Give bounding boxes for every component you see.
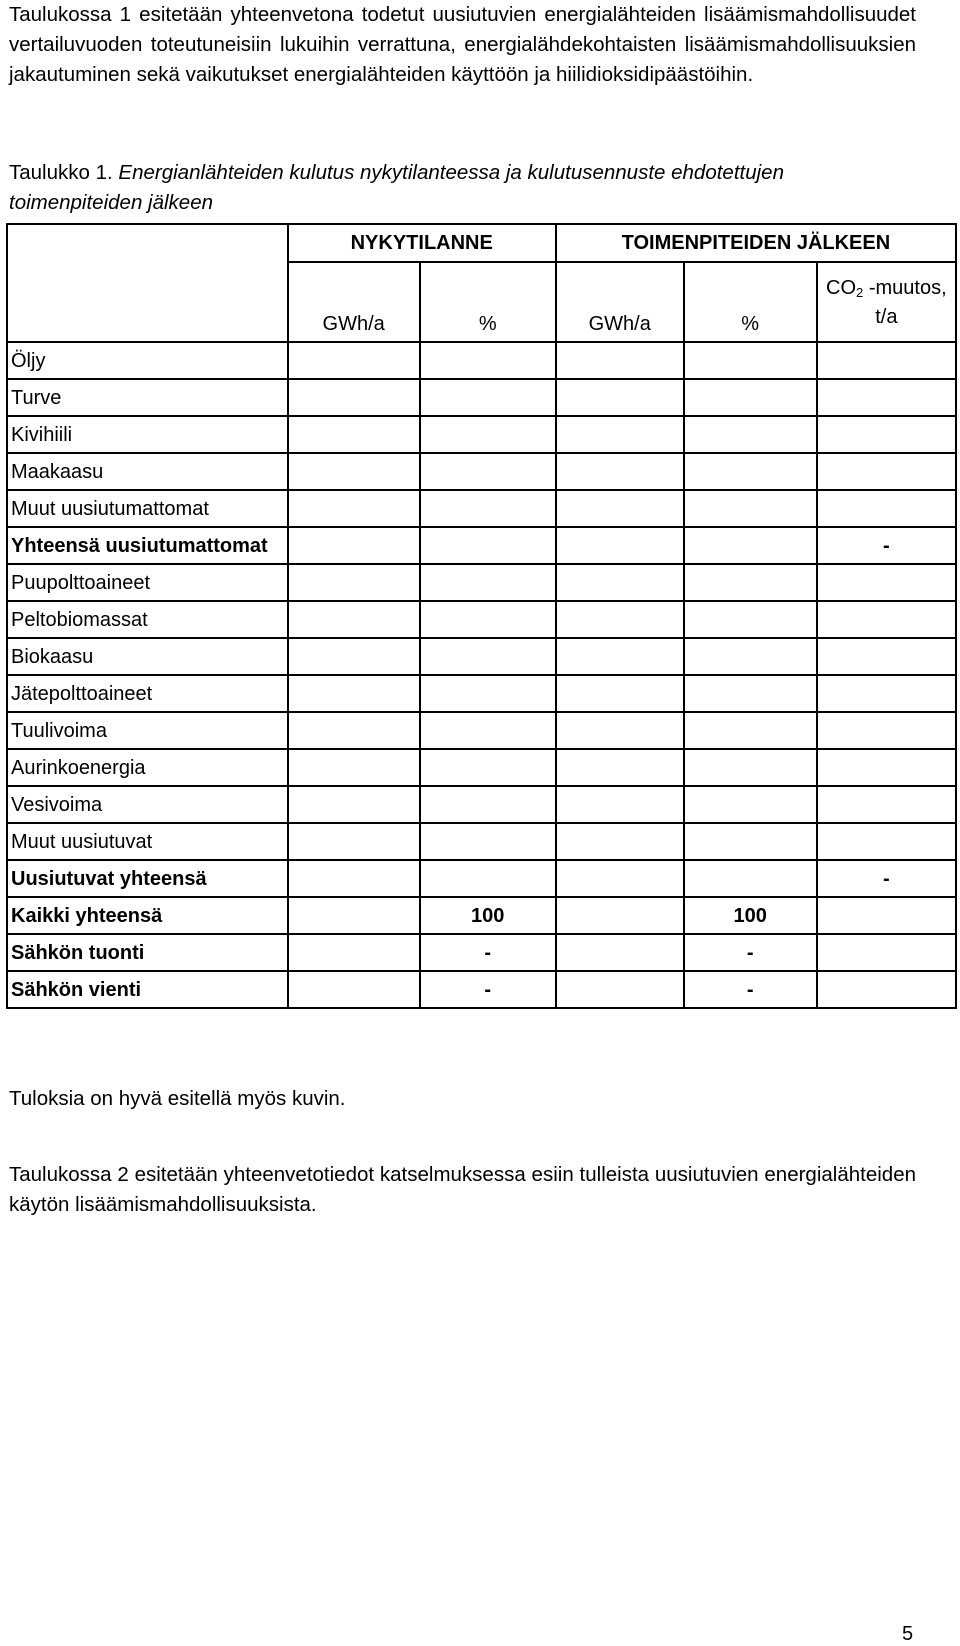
cell-co2-change	[817, 564, 956, 601]
cell-pct-after	[684, 379, 817, 416]
cell-co2-change	[817, 379, 956, 416]
cell-pct-after: -	[684, 934, 817, 971]
cell-gwh-after	[556, 342, 684, 379]
cell-gwh-after	[556, 860, 684, 897]
cell-gwh-after	[556, 934, 684, 971]
cell-pct-now	[420, 638, 556, 675]
row-label: Uusiutuvat yhteensä	[7, 860, 288, 897]
cell-gwh-now	[288, 823, 420, 860]
header-pct-now: %	[420, 262, 556, 342]
cell-pct-after	[684, 749, 817, 786]
table-row	[7, 638, 956, 675]
table-row	[7, 786, 956, 823]
cell-pct-now	[420, 379, 556, 416]
table-row	[7, 823, 956, 860]
row-label: Sähkön tuonti	[7, 934, 288, 971]
cell-gwh-now	[288, 342, 420, 379]
cell-pct-now	[420, 823, 556, 860]
cell-gwh-after	[556, 971, 684, 1008]
cell-co2-change	[817, 638, 956, 675]
intro-paragraph: Taulukossa 1 esitetään yhteenvetona todetut uusiutuvien energialähteiden lisäämismahdollisuudet vertailuvuoden toteutuneisiin lukuihin verrattuna, energialähdekohtaisten lisäämismahdollisuuksien jakautuminen sekä vaikutukset energialähteiden käyttöön ja hiilidioksidipäästöihin.	[9, 3, 916, 86]
cell-co2-change	[817, 342, 956, 379]
table-body	[7, 342, 956, 1008]
cell-pct-after	[684, 712, 817, 749]
table-row	[7, 342, 956, 379]
tail-paragraph-2: Taulukossa 2 esitetään yhteenvetotiedot katselmuksessa esiin tulleista uusiutuvien energialähteiden käytön lisäämismahdollisuuksista.	[9, 1163, 916, 1216]
cell-gwh-now	[288, 971, 420, 1008]
cell-pct-now: 100	[420, 897, 556, 934]
cell-gwh-after	[556, 823, 684, 860]
row-label: Peltobiomassat	[7, 601, 288, 638]
cell-gwh-after	[556, 601, 684, 638]
row-label: Turve	[7, 379, 288, 416]
cell-co2-change: -	[817, 860, 956, 897]
page-number: 5	[902, 1623, 914, 1645]
row-label: Kaikki yhteensä	[7, 897, 288, 934]
table-row	[7, 453, 956, 490]
cell-gwh-now	[288, 675, 420, 712]
cell-pct-now	[420, 564, 556, 601]
cell-co2-change	[817, 675, 956, 712]
cell-pct-now	[420, 453, 556, 490]
cell-co2-change	[817, 897, 956, 934]
row-label: Tuulivoima	[7, 712, 288, 749]
cell-gwh-now	[288, 786, 420, 823]
table-row	[7, 675, 956, 712]
table-row	[7, 712, 956, 749]
cell-gwh-now	[288, 601, 420, 638]
cell-pct-after	[684, 416, 817, 453]
cell-gwh-after	[556, 416, 684, 453]
table-row	[7, 416, 956, 453]
caption-title: Energianlähteiden kulutus nykytilanteessa ja kulutusennuste ehdotettujen toimenpiteiden jälkeen	[9, 161, 784, 214]
row-label: Maakaasu	[7, 453, 288, 490]
cell-gwh-after	[556, 638, 684, 675]
table-row	[7, 971, 956, 1008]
header-nykytilanne: NYKYTILANNE	[288, 224, 556, 262]
cell-gwh-now	[288, 749, 420, 786]
cell-gwh-now	[288, 934, 420, 971]
cell-pct-now	[420, 749, 556, 786]
table-row	[7, 379, 956, 416]
cell-gwh-now	[288, 527, 420, 564]
row-label: Sähkön vienti	[7, 971, 288, 1008]
cell-gwh-after	[556, 527, 684, 564]
cell-pct-now	[420, 342, 556, 379]
row-label: Puupolttoaineet	[7, 564, 288, 601]
table-row	[7, 860, 956, 897]
cell-gwh-now	[288, 897, 420, 934]
cell-pct-now	[420, 786, 556, 823]
row-label: Muut uusiutuvat	[7, 823, 288, 860]
cell-pct-now	[420, 675, 556, 712]
cell-gwh-now	[288, 860, 420, 897]
cell-gwh-now	[288, 379, 420, 416]
cell-gwh-after	[556, 490, 684, 527]
row-label: Muut uusiutumattomat	[7, 490, 288, 527]
tail-paragraph-1: Tuloksia on hyvä esitellä myös kuvin.	[9, 1087, 346, 1110]
table-row	[7, 897, 956, 934]
cell-pct-now	[420, 527, 556, 564]
header-empty-cell	[7, 262, 288, 342]
row-label: Vesivoima	[7, 786, 288, 823]
cell-pct-after	[684, 786, 817, 823]
cell-pct-now: -	[420, 971, 556, 1008]
cell-co2-change	[817, 934, 956, 971]
cell-gwh-after	[556, 564, 684, 601]
cell-co2-change	[817, 490, 956, 527]
cell-gwh-after	[556, 749, 684, 786]
cell-pct-now	[420, 490, 556, 527]
row-label: Jätepolttoaineet	[7, 675, 288, 712]
caption-label: Taulukko 1.	[9, 161, 119, 184]
row-label: Aurinkoenergia	[7, 749, 288, 786]
cell-pct-after	[684, 342, 817, 379]
cell-pct-after	[684, 527, 817, 564]
cell-pct-now	[420, 601, 556, 638]
cell-gwh-after	[556, 897, 684, 934]
cell-gwh-after	[556, 675, 684, 712]
cell-co2-change	[817, 823, 956, 860]
header-gwh-after: GWh/a	[556, 262, 684, 342]
cell-pct-after	[684, 675, 817, 712]
table-row	[7, 749, 956, 786]
cell-co2-change	[817, 971, 956, 1008]
cell-co2-change	[817, 416, 956, 453]
cell-co2-change	[817, 749, 956, 786]
cell-pct-after: 100	[684, 897, 817, 934]
row-label: Öljy	[7, 342, 288, 379]
cell-pct-after	[684, 453, 817, 490]
header-empty-cell	[7, 224, 288, 262]
cell-gwh-now	[288, 564, 420, 601]
cell-gwh-now	[288, 490, 420, 527]
table-caption	[9, 158, 916, 218]
cell-pct-now	[420, 712, 556, 749]
cell-pct-after	[684, 638, 817, 675]
energy-table	[6, 223, 957, 1009]
cell-co2-change	[817, 786, 956, 823]
cell-pct-after: -	[684, 971, 817, 1008]
header-toimenpiteiden-jalkeen: TOIMENPITEIDEN JÄLKEEN	[556, 224, 956, 262]
header-gwh-now: GWh/a	[288, 262, 420, 342]
table-row	[7, 601, 956, 638]
table-row	[7, 490, 956, 527]
cell-co2-change	[817, 453, 956, 490]
cell-pct-after	[684, 564, 817, 601]
cell-gwh-after	[556, 379, 684, 416]
cell-pct-after	[684, 860, 817, 897]
cell-pct-now	[420, 860, 556, 897]
cell-gwh-now	[288, 416, 420, 453]
cell-gwh-now	[288, 712, 420, 749]
cell-gwh-after	[556, 453, 684, 490]
row-label: Biokaasu	[7, 638, 288, 675]
table-row	[7, 934, 956, 971]
table-row	[7, 527, 956, 564]
cell-pct-after	[684, 490, 817, 527]
cell-gwh-after	[556, 786, 684, 823]
table-row	[7, 564, 956, 601]
cell-pct-now	[420, 416, 556, 453]
cell-gwh-now	[288, 638, 420, 675]
cell-co2-change	[817, 601, 956, 638]
cell-gwh-now	[288, 453, 420, 490]
cell-co2-change: -	[817, 527, 956, 564]
cell-pct-after	[684, 823, 817, 860]
cell-pct-now: -	[420, 934, 556, 971]
cell-co2-change	[817, 712, 956, 749]
cell-gwh-after	[556, 712, 684, 749]
row-label: Yhteensä uusiutumattomat	[7, 527, 288, 564]
cell-pct-after	[684, 601, 817, 638]
row-label: Kivihiili	[7, 416, 288, 453]
header-pct-after: %	[684, 262, 817, 342]
header-co2-change: $CO_2$ -muutos, t/a	[817, 262, 956, 342]
